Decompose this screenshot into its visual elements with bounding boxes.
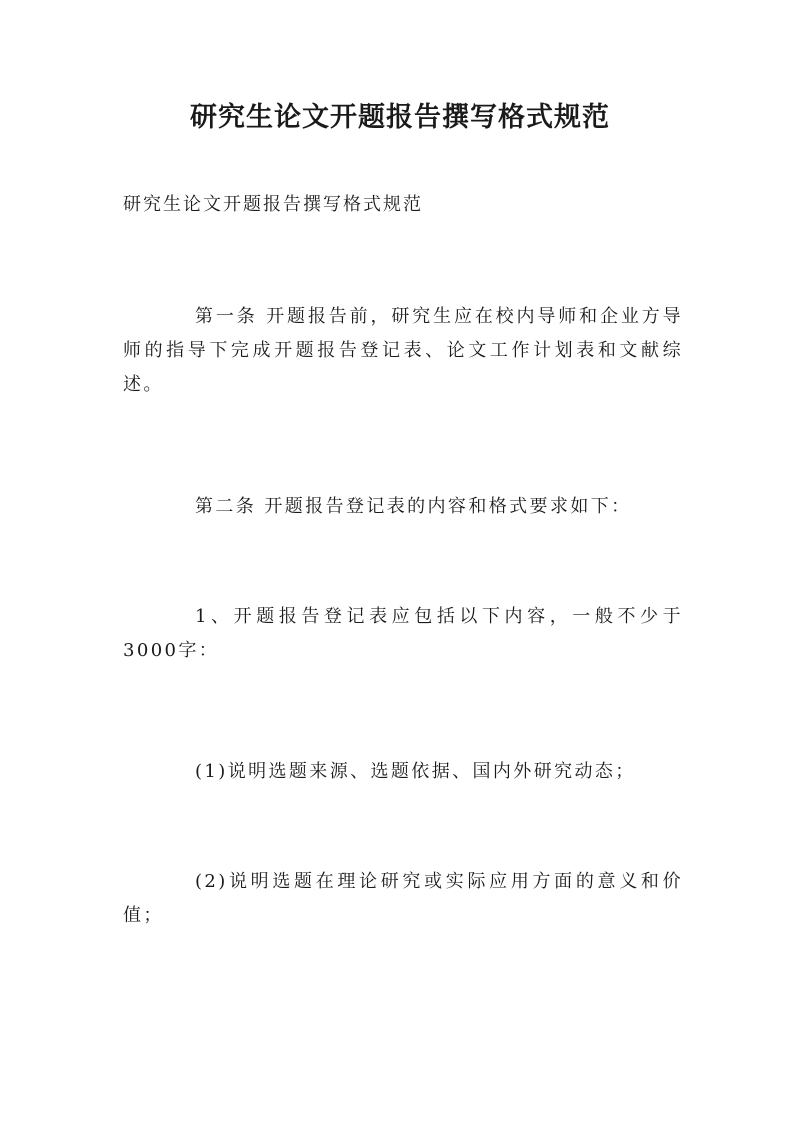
document-subtitle: 研究生论文开题报告撰写格式规范 [123, 194, 423, 215]
paragraph-subitem-2: (2)说明选题在理论研究或实际应用方面的意义和价值； [123, 871, 683, 926]
paragraph-item-1: 1、开题报告登记表应包括以下内容，一般不少于3000字： [123, 606, 683, 661]
paragraph-subitem-1: (1)说明选题来源、选题依据、国内外研究动态； [195, 761, 636, 782]
paragraph-article-1: 第一条 开题报告前，研究生应在校内导师和企业方导师的指导下完成开题报告登记表、论文工作计划表和文献综述。 [123, 306, 683, 395]
paragraph-article-2: 第二条 开题报告登记表的内容和格式要求如下： [195, 496, 632, 517]
document-title: 研究生论文开题报告撰写格式规范 [190, 102, 610, 133]
